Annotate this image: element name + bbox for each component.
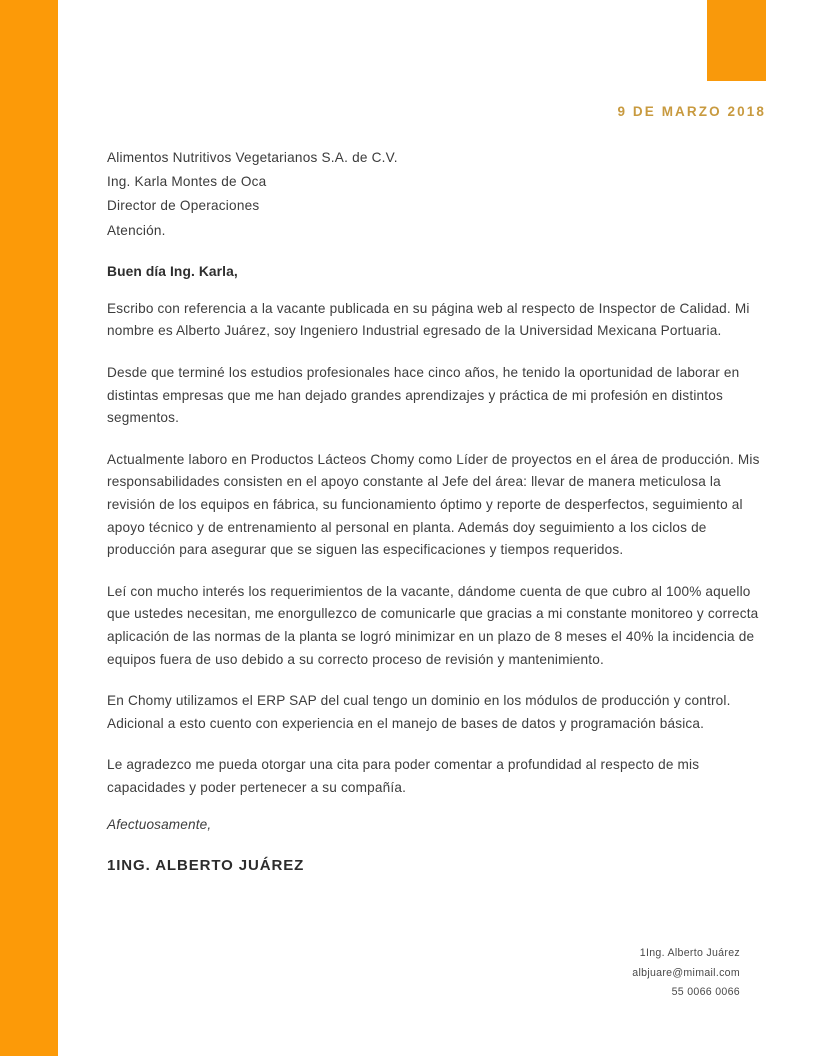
recipient-attention: Atención. bbox=[107, 222, 166, 238]
paragraph: Escribo con referencia a la vacante publicada en su página web al respecto de Inspector de Calidad. Mi nombre es Alberto Juárez, soy Ingeniero Industrial egresado de la Universidad Mexicana Portuaria. bbox=[107, 300, 750, 339]
paragraph: Le agradezco me pueda otorgar una cita para poder comentar a profundidad al respecto de mis capacidades y poder pertenecer a su compañía. bbox=[107, 757, 700, 795]
signature-name: 1ING. ALBERTO JUÁREZ bbox=[107, 856, 305, 874]
closing-line: Afectuosamente, bbox=[107, 816, 212, 832]
contact-email: albjuare@mimail.com bbox=[632, 966, 740, 979]
left-accent-band bbox=[0, 0, 58, 1056]
paragraph: Desde que terminé los estudios profesionales hace cinco años, he tenido la oportunidad de laborar en distintas empresas que me han dejado grandes aprendizajes y práctica de mi profesión en distintos segmentos. bbox=[107, 365, 740, 426]
contact-name: 1Ing. Alberto Juárez bbox=[639, 947, 740, 959]
top-right-accent-block bbox=[707, 0, 766, 81]
recipient-company: Alimentos Nutritivos Vegetarianos S.A. de C.V. bbox=[107, 150, 398, 165]
recipient-title: Director de Operaciones bbox=[107, 198, 260, 214]
recipient-name: Ing. Karla Montes de Oca bbox=[107, 174, 267, 190]
salutation: Buen día Ing. Karla, bbox=[107, 263, 238, 279]
paragraph: Actualmente laboro en Productos Lácteos Chomy como Líder de proyectos en el área de producción. Mis responsabilidades consisten en el apoyo constante al Jefe del área: llevar de manera meticulosa la revisión de los equipos en fábrica, su funcionamiento óptimo y reporte de desperfectos, seguimiento al apoyo técnico y de entrenamiento al personal en planta. Además doy seguimiento a los ciclos de producción para asegurar que se siguen las especificaciones y tiempos requeridos. bbox=[107, 451, 760, 558]
contact-phone: 55 0066 0066 bbox=[671, 986, 740, 999]
letter-date: 9 DE MARZO 2018 bbox=[617, 104, 766, 119]
paragraph: En Chomy utilizamos el ERP SAP del cual tengo un dominio en los módulos de producción y control. Adicional a esto cuento con experiencia en el manejo de bases de datos y programación básica. bbox=[107, 693, 731, 731]
recipient-block bbox=[107, 146, 764, 243]
paragraph: Leí con mucho interés los requerimientos de la vacante, dándome cuenta de que cubro al 100% aquello que ustedes necesitan, me enorgullezco de comunicarle que gracias a mi constante monitoreo y correcta aplicación de las normas de la planta se logró minimizar en un plazo de 8 meses el 40% la incidencia de equipos fuera de uso debido a su correcto proceso de revisión y mantenimiento. bbox=[107, 583, 759, 667]
letter-content bbox=[107, 146, 764, 874]
body-paragraphs bbox=[107, 298, 764, 800]
contact-footer bbox=[0, 944, 740, 1003]
